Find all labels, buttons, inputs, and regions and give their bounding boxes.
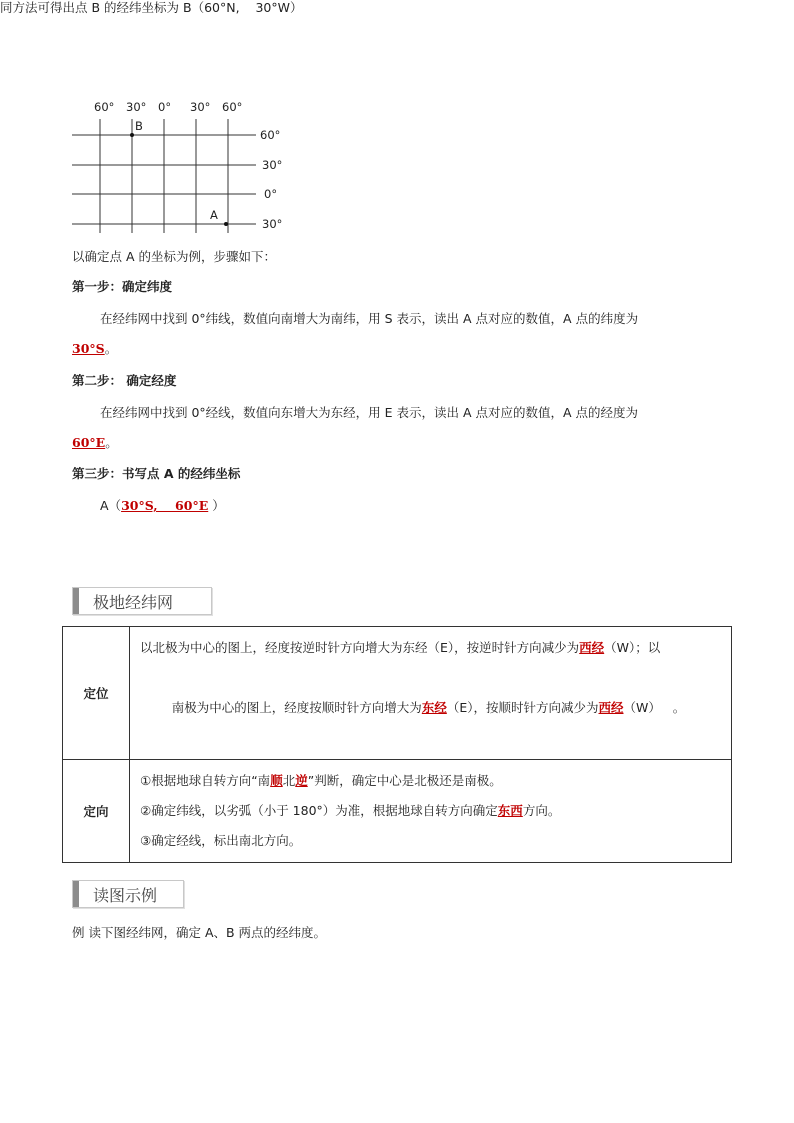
text-segment: 南极为中心的图上，经度按顺时针方向增大为 <box>171 700 422 715</box>
highlight-west: 西经 <box>598 700 624 715</box>
orientation-line2 <box>140 796 721 826</box>
right-label-30s: 30° <box>262 217 283 231</box>
step1-answer-line <box>72 341 117 357</box>
text-segment: （W） 。 <box>623 700 686 715</box>
point-b-label: B <box>135 119 143 133</box>
positioning-line1 <box>140 633 721 663</box>
text-segment: （W）；以 <box>604 640 661 655</box>
text-segment: ②确定纬线，以劣弧（小于 180°）为准，根据地球自转方向确定 <box>140 803 498 818</box>
orientation-line3: ③确定经线，标出南北方向。 <box>140 833 302 848</box>
example-text: 例 读下图经纬网，确定 A、B 两点的经纬度。 <box>72 925 327 940</box>
row-content-orientation <box>130 760 732 863</box>
highlight-clockwise: 顺 <box>270 773 283 788</box>
right-label-30n: 30° <box>262 158 283 172</box>
highlight-counterclockwise: 逆 <box>295 773 308 788</box>
section-header-polar-grid <box>72 587 212 615</box>
step1-title: 第一步：确定纬度 <box>72 279 173 294</box>
right-label-60n: 60° <box>260 128 281 142</box>
polar-grid-table <box>62 626 732 863</box>
orientation-line1 <box>140 766 721 796</box>
text-segment: ①根据地球自转方向“南 <box>140 773 271 788</box>
lat-lon-grid-diagram <box>60 95 300 240</box>
top-label-60e: 60° <box>222 100 243 114</box>
row-label-orientation: 定向 <box>63 760 130 863</box>
step1-answer: 30°S <box>72 341 105 356</box>
step3-coordinate-line <box>100 498 225 514</box>
table-row-orientation <box>63 760 732 863</box>
section-title: 极地经纬网 <box>93 592 174 612</box>
text-segment: 以北极为中心的图上，经度按逆时针方向增大为东经（E），按逆时针方向减少为 <box>140 640 580 655</box>
text-segment: 方向。 <box>522 803 561 818</box>
highlight-east: 东经 <box>421 700 447 715</box>
step3-prefix: A（ <box>100 498 122 513</box>
positioning-line2 <box>140 663 721 753</box>
step2-answer-line <box>72 435 118 451</box>
step1-body: 在经纬网中找到 0°纬线，数值向南增大为南纬，用 S 表示，读出 A 点对应的数值，A 点的纬度为 <box>100 311 639 326</box>
table-row-positioning <box>63 627 732 760</box>
row-content-positioning <box>130 627 732 760</box>
text-segment: 北 <box>282 773 296 788</box>
right-label-0: 0° <box>264 187 278 201</box>
top-label-30w: 30° <box>126 100 147 114</box>
step1-text <box>100 311 638 327</box>
same-method-text: 同方法可得出点 B 的经纬坐标为 B（60°N, 30°W） <box>0 0 303 15</box>
step2-title: 第二步： 确定经度 <box>72 373 177 388</box>
top-label-0: 0° <box>158 100 172 114</box>
step1-end: 。 <box>104 341 118 356</box>
top-label-30e: 30° <box>190 100 211 114</box>
intro-text: 以确定点 A 的坐标为例，步骤如下： <box>72 249 276 264</box>
step2-text <box>100 405 638 421</box>
section-header-reading-example <box>72 880 184 908</box>
text-segment: ”判断，确定中心是北极还是南极。 <box>307 773 502 788</box>
point-a-dot <box>224 222 228 226</box>
top-label-60w: 60° <box>94 100 115 114</box>
highlight-east-west: 东西 <box>497 803 523 818</box>
text-segment: （E），按顺时针方向减少为 <box>446 700 599 715</box>
point-a-label: A <box>210 208 218 222</box>
step3-answer: 30°S, 60°E <box>121 498 209 513</box>
step3-suffix: ） <box>208 498 225 513</box>
section-title: 读图示例 <box>93 885 158 905</box>
point-b-dot <box>130 133 134 137</box>
highlight-west: 西经 <box>579 640 605 655</box>
step2-body: 在经纬网中找到 0°经线，数值向东增大为东经，用 E 表示，读出 A 点对应的数值，A 点的经度为 <box>100 405 639 420</box>
step2-answer: 60°E <box>72 435 106 450</box>
step2-end: 。 <box>105 435 118 450</box>
row-label-positioning: 定位 <box>63 627 130 760</box>
step3-title: 第三步：书写点 A 的经纬坐标 <box>72 466 241 481</box>
